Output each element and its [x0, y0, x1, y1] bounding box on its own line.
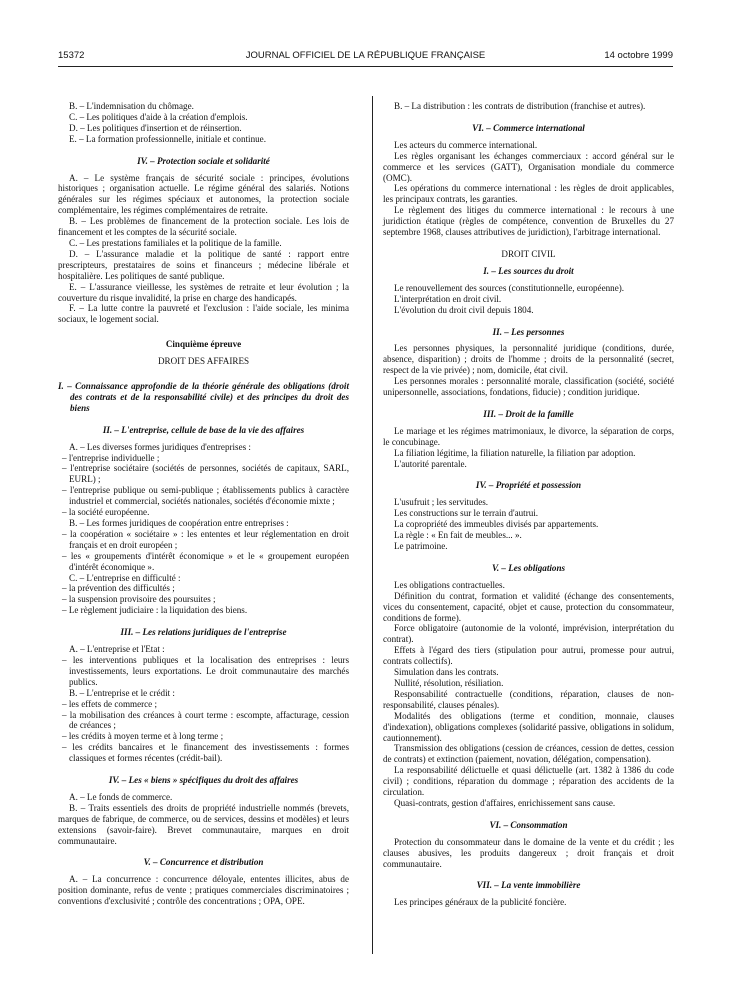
heading-personnes: II. – Les personnes [492, 326, 565, 337]
paragraph: – les crédits à moyen terme et à long terme ; [62, 731, 224, 742]
paragraph: Les opérations du commerce international : les règles de droit applicables, les principaux contrats, les garanties. [383, 183, 674, 205]
epreuve-title: Cinquième épreuve [165, 339, 242, 350]
famille-paras [383, 426, 674, 470]
paragraph: Les personnes physiques, la personnalité juridique (conditions, durée, absence, disparition) ; droits de l'homme ; droits de la personnalité (secret, respect de la vie privée) ; nom, domicile, état civil. [383, 343, 674, 376]
paragraph: – la prévention des difficultés ; [62, 583, 175, 594]
relations-lines [58, 644, 349, 764]
heading-protection-sociale: IV. – Protection sociale et solidarité [137, 155, 270, 166]
heading-consommation: VI. – Consommation [489, 819, 568, 830]
paragraph: La responsabilité délictuelle et quasi délictuelle (art. 1382 à 1386 du code civil) ; conditions, réparation du dommage ; réparation des accidents de la circulation. [383, 765, 674, 798]
paragraph: – l'entreprise sociétaire (sociétés de personnes, sociétés de capitaux, SARL, EURL) ; [62, 463, 349, 485]
heading-vente-immobiliere: VII. – La vente immobilière [476, 880, 581, 891]
paragraph: Protection du consommateur dans le domaine de la vente et du crédit ; les clauses abusives, les produits dangereux ; droit français et droit communautaire. [383, 836, 674, 869]
page-header [58, 50, 673, 66]
paragraph: F. – La lutte contre la pauvreté et l'exclusion : l'aide sociale, les minima sociaux, le logement social. [58, 303, 349, 325]
protection-sociale-paras [58, 173, 349, 326]
sources-paras [383, 283, 674, 316]
paragraph: Le renouvellement des sources (constitutionnelle, européenne). [394, 282, 625, 293]
paragraph: Effets à l'égard des tiers (stipulation pour autrui, promesse pour autrui, contrats collectifs). [383, 645, 674, 667]
paragraph: B. – L'indemnisation du chômage. [69, 101, 194, 111]
paragraph: Les acteurs du commerce international. [394, 139, 538, 150]
paragraph: D. – Les politiques d'insertion et de réinsertion. [69, 122, 242, 133]
page-number: 15372 [58, 50, 85, 61]
section-i-heading: I. – Connaissance approfondie de la théorie générale des obligations (droit des contrats et de la responsabilité civile) et des principes du droit des biens [58, 381, 349, 413]
paragraph: E. – La formation professionnelle, initiale et continue. [69, 133, 266, 144]
vente-immobiliere-paras [383, 897, 674, 908]
right-column [383, 101, 674, 908]
entreprise-lines [58, 442, 349, 617]
consommation-paras [383, 837, 674, 870]
paragraph: L'interprétation en droit civil. [394, 293, 502, 304]
paragraph: Transmission des obligations (cession de créances, cession de dettes, cession de contrats) et extinction (paiement, novation, délégation, compensation). [383, 743, 674, 765]
heading-biens: IV. – Les « biens » spécifiques du droit des affaires [108, 775, 299, 786]
heading-concurrence: V. – Concurrence et distribution [143, 857, 264, 868]
paragraph: – les « groupements d'intérêt économique » et le « groupement européen d'intérêt économique ». [62, 550, 349, 572]
paragraph: A. – L'entreprise et l'Etat : [69, 644, 165, 655]
unemployment-items [58, 101, 349, 145]
column-divider [372, 96, 373, 954]
paragraph: Nullité, résolution, résiliation. [394, 677, 504, 688]
header-rule [58, 66, 673, 67]
heading-commerce-international: VI. – Commerce international [472, 122, 585, 133]
paragraph: – la suspension provisoire des poursuites ; [62, 594, 216, 605]
heading-propriete: IV. – Propriété et possession [475, 480, 582, 491]
heading-entreprise: II. – L'entreprise, cellule de base de la vie des affaires [102, 424, 305, 435]
paragraph: L'évolution du droit civil depuis 1804. [394, 304, 534, 315]
biens-paras [58, 792, 349, 847]
paragraph: Responsabilité contractuelle (conditions, réparation, clauses de non-responsabilité, clauses pénales). [383, 688, 674, 710]
paragraph: C. – Les prestations familiales et la politique de la famille. [69, 237, 282, 248]
paragraph: Quasi-contrats, gestion d'affaires, enrichissement sans cause. [394, 797, 616, 808]
paragraph: E. – L'assurance vieillesse, les systèmes de retraite et leur évolution ; la couverture du risque invalidité, la prise en charge des handicapés. [58, 281, 349, 303]
paragraph: Simulation dans les contrats. [394, 667, 499, 678]
paragraph: Définition du contrat, formation et validité (échange des consentements, vices du consentement, capacité, objet et cause, protection du consommateur, conditions de forme). [383, 590, 674, 623]
droit-civil-title: DROIT CIVIL [501, 248, 556, 259]
paragraph: Le patrimoine. [394, 541, 448, 551]
paragraph: Force obligatoire (autonomie de la volonté, imprévision, interprétation du contrat). [383, 623, 674, 645]
paragraph: Les obligations contractuelles. [394, 579, 505, 590]
commerce-international-paras [383, 140, 674, 238]
paragraph: A. – La concurrence : concurrence déloyale, ententes illicites, abus de position dominante, refus de vente ; pratiques commerciales discriminatoires ; conventions d'exclusivité ; contrôle des concentrations ; OPA, OPE. [58, 874, 349, 907]
paragraph: L'autorité parentale. [394, 458, 467, 469]
paragraph: C. – Les politiques d'aide à la création d'emplois. [69, 111, 248, 122]
paragraph: – l'entreprise individuelle ; [62, 452, 160, 463]
paragraph: – l'entreprise publique ou semi-publique ; établissements publics à caractère industriel et commercial, sociétés nationales, sociétés d'économie mixte ; [62, 485, 349, 507]
paragraph: A. – Le système français de sécurité sociale : principes, évolutions historiques ; organisation actuelle. Le régime général des salariés. Notions générales sur les régimes spéciaux et autonomes, la protection sociale complémentaire, les régimes complémentaires de retraite. [58, 172, 349, 216]
journal-title: JOURNAL OFFICIEL DE LA RÉPUBLIQUE FRANÇAISE [245, 50, 486, 61]
heading-sources: I. – Les sources du droit [483, 265, 574, 276]
paragraph: Modalités des obligations (terme et condition, monnaie, clauses d'indexation), obligations complexes (solidarité passive, obligations in solidum, cautionnement). [383, 710, 674, 743]
paragraph: Les personnes morales : personnalité morale, classification (société, société unipersonnelle, associations, fondations, fiducie) ; condition juridique. [383, 376, 674, 398]
paragraph: La règle : « En fait de meubles... ». [394, 530, 522, 541]
propriete-paras [383, 497, 674, 552]
paragraph: Les constructions sur le terrain d'autrui. [394, 508, 539, 519]
paragraph: C. – L'entreprise en difficulté : [69, 572, 181, 583]
left-column [58, 101, 349, 907]
paragraph: – la coopération « sociétaire » : les ententes et leur réglementation en droit français et en droit européen ; [62, 528, 349, 550]
distribution-para: B. – La distribution : les contrats de distribution (franchise et autres). [394, 101, 646, 111]
paragraph: Le mariage et les régimes matrimoniaux, le divorce, la séparation de corps, le concubinage. [383, 425, 674, 447]
epreuve-subtitle: DROIT DES AFFAIRES [157, 356, 250, 367]
heading-relations: III. – Les relations juridiques de l'entreprise [120, 627, 287, 638]
paragraph: A. – Les diverses formes juridiques d'entreprises : [69, 441, 251, 452]
obligations-paras [383, 580, 674, 809]
paragraph: B. – L'entreprise et le crédit : [69, 687, 175, 698]
personnes-paras [383, 343, 674, 398]
paragraph: L'usufruit ; les servitudes. [394, 497, 489, 508]
paragraph: Les principes généraux de la publicité foncière. [394, 897, 567, 908]
paragraph: Le règlement des litiges du commerce international : le recours à une juridiction étatique (règles de compétence, convention de Bruxelles du 27 septembre 1968, clauses attributives de juridiction), l'arbitrage international. [383, 205, 674, 238]
paragraph: – les interventions publiques et la localisation des entreprises : leurs investissements, leurs exportations. Le droit communautaire des marchés publics. [62, 654, 349, 687]
issue-date: 14 octobre 1999 [604, 50, 673, 61]
paragraph: La filiation légitime, la filiation naturelle, la filiation par adoption. [394, 447, 636, 458]
paragraph: – les effets de commerce ; [62, 698, 158, 709]
paragraph: – les crédits bancaires et le financement des investissements : formes classiques et formes récentes (crédit-bail). [62, 742, 349, 764]
heading-obligations: V. – Les obligations [491, 562, 566, 573]
paragraph: Les règles organisant les échanges commerciaux : accord général sur le commerce et les services (GATT), Organisation mondiale du commerce (OMC). [383, 150, 674, 183]
paragraph: A. – Le fonds de commerce. [69, 791, 173, 802]
paragraph: – Le règlement judiciaire : la liquidation des biens. [62, 605, 248, 616]
paragraph: B. – Les formes juridiques de coopération entre entreprises : [69, 518, 289, 528]
paragraph: B. – Traits essentiels des droits de propriété industrielle nommés (brevets, marques de fabrique, de commerce, ou de services, dessins et modèles) et leurs extensions (savoir-faire). Brevet communautaire, marques en droit communautaire. [58, 802, 349, 846]
concurrence-paras [58, 874, 349, 907]
paragraph: – la mobilisation des créances à court terme : escompte, affacturage, cession de créances ; [62, 709, 349, 731]
paragraph: D. – L'assurance maladie et la politique de santé : rapport entre prescripteurs, prestataires de soins et financeurs ; médecine libérale et hospitalière. Les politiques de santé publique. [58, 248, 349, 281]
paragraph: La copropriété des immeubles divisés par appartements. [394, 519, 599, 530]
paragraph: – la société européenne. [62, 507, 150, 518]
heading-famille: III. – Droit de la famille [483, 408, 574, 419]
paragraph: B. – Les problèmes de financement de la protection sociale. Les lois de financement et les comptes de la sécurité sociale. [58, 216, 349, 238]
